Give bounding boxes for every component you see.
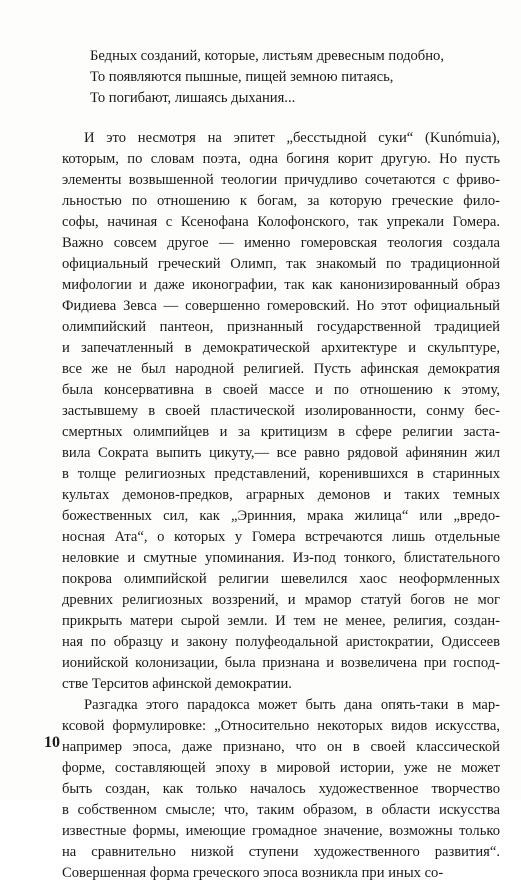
paragraph-line: в толще религиозных представлений, коренившихся в старинных [62, 466, 500, 482]
paragraph-line: на сравнительно низкой ступени художественного развития“. [62, 844, 500, 860]
body-text [62, 128, 500, 884]
paragraph-line: покрова олимпийской религии шевелился хаос неоформленных [62, 571, 500, 587]
poem-line: То появляются пышные, пищей земною питаясь, [90, 69, 394, 85]
paragraph-line: древних религиозных воззрений, и мрамор статуй богов не мог [62, 592, 500, 608]
paragraph-line: все же не был народной религией. Пусть афинская демократия [62, 361, 500, 377]
paragraph-line: И это несмотря на эпитет „бесстыдной суки“ (Kunómuia), [84, 130, 500, 146]
paragraph-line: смертных олимпийцев и за критицизм в сфере религии заста- [62, 424, 500, 440]
paragraph-line: была консервативна в своей массе и по отношению к этому, [62, 382, 500, 398]
paragraph-line: в собственном смысле; что, таким образом, в области искусства [62, 802, 500, 818]
paragraph-line: Совершенная форма греческого эпоса возникла при иных со- [62, 865, 444, 881]
paragraph-line: например эпоса, даже признано, что он в своей классической [62, 739, 500, 755]
paragraph-line: и запечатленный в демократической архитектуре и скульптуре, [62, 340, 500, 356]
poem-line: Бедных созданий, которые, листьям древесным подобно, [90, 48, 444, 64]
paragraph-line: которым, по словам поэта, одна богиня корит другую. Но пусть [62, 151, 500, 167]
paragraph-line: известные формы, имеющие громадное значение, возможны только [62, 823, 500, 839]
paragraph-line: форме, составляющей эпоху в мировой истории, уже не может [62, 760, 500, 776]
paragraph-line: ксовой формулировке: „Относительно некоторых видов искусства, [62, 718, 500, 734]
paragraph-line: Фидиева Зевса — совершенно гомеровский. Но этот официальный [62, 298, 500, 314]
paragraph-line: софы, начиная с Ксенофана Колофонского, так упрекали Гомера. [62, 214, 500, 230]
paragraph-line: носная Ата“, о которых у Гомера встречаются лишь отдельные [62, 529, 500, 545]
paragraph-line: Разгадка этого парадокса может быть дана опять-таки в мар- [84, 697, 500, 713]
paragraph-line: неловкие и смутные упоминания. Из-под тонкого, блистательного [62, 550, 500, 566]
poem-quote [90, 46, 490, 109]
paragraph-line: ная по образцу и закону полуфеодальной аристократии, Одиссеев [62, 634, 500, 650]
page-number: 10 [44, 734, 60, 751]
paragraph-2 [62, 695, 500, 884]
paragraph-line: официальный греческий Олимп, так знакомый по традиционной [62, 256, 500, 272]
paragraph-line: застывшему в своей пластической изолированности, сонму бес- [62, 403, 500, 419]
paragraph-line: льностью по отношению к богам, за которую греческие фило- [62, 193, 500, 209]
paragraph-line: быть создан, как только началось художественное творчество [62, 781, 500, 797]
paragraph-line: прикрыть матери сырой земли. И тем не менее, религия, создан- [62, 613, 500, 629]
paragraph-line: олимпийский пантеон, признанный государственной традицией [62, 319, 500, 335]
paragraph-line: культах демонов-предков, аграрных демонов и таких темных [62, 487, 500, 503]
paragraph-line: Важно совсем другое — именно гомеровская теология создала [62, 235, 500, 251]
paragraph-line: стве Терситов афинской демократии. [62, 676, 292, 692]
paragraph-line: элементы возвышенной теологии причудливо сочетаются с фриво- [62, 172, 500, 188]
paragraph-line: вила Сократа выпить цикуту,— все равно рядовой афинянин жил [62, 445, 500, 461]
paragraph-line: божественных сил, как „Эринния, мрака жилица“ или „вредо- [62, 508, 500, 524]
paragraph-1 [62, 128, 500, 695]
paragraph-line: ионийской колонизации, была признана и возвеличена при господ- [62, 655, 500, 671]
poem-line: То погибают, лишаясь дыхания... [90, 90, 296, 106]
paragraph-line: мифологии и даже иконографии, так как канонизированный образ [62, 277, 500, 293]
